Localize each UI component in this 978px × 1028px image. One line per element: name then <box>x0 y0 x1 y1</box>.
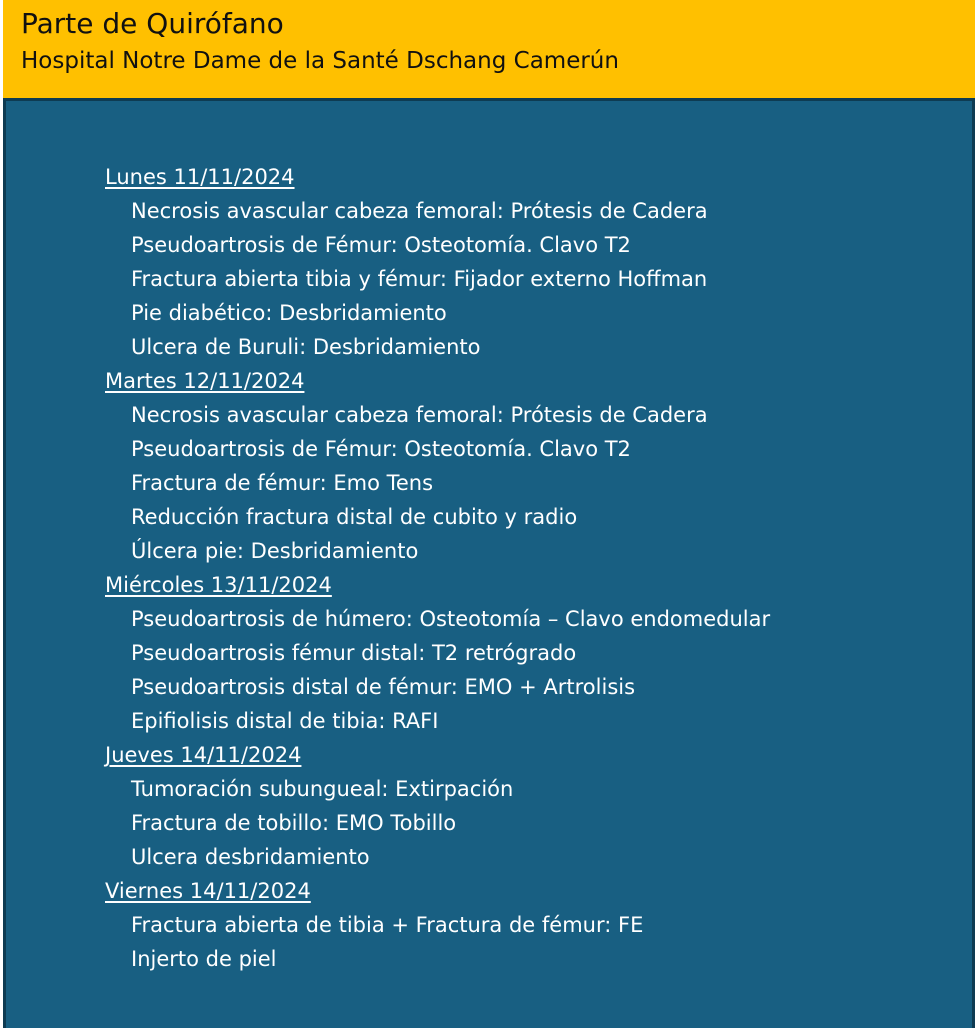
procedure-item: Pie diabético: Desbridamiento <box>131 301 447 325</box>
procedure-item: Pseudoartrosis de húmero: Osteotomía – Clavo endomedular <box>131 607 771 631</box>
procedure-item: Pseudoartrosis fémur distal: T2 retrógrado <box>131 641 577 665</box>
procedure-item: Necrosis avascular cabeza femoral: Prótesis de Cadera <box>131 199 708 223</box>
procedure-item: Ulcera desbridamiento <box>131 845 370 869</box>
procedure-item: Ulcera de Buruli: Desbridamiento <box>131 335 481 359</box>
procedure-item: Tumoración subungueal: Extirpación <box>131 777 514 801</box>
report-title: Parte de Quirófano <box>21 7 284 40</box>
day-heading: Miércoles 13/11/2024 <box>105 573 332 597</box>
procedure-item: Fractura de tobillo: EMO Tobillo <box>131 811 457 835</box>
day-thursday <box>105 738 962 874</box>
procedure-item: Fractura abierta de tibia + Fractura de fémur: FE <box>131 913 644 937</box>
weekly-schedule <box>105 160 962 976</box>
hospital-name: Hospital Notre Dame de la Santé Dschang Camerún <box>21 48 619 74</box>
procedure-item: Reducción fractura distal de cubito y radio <box>131 505 578 529</box>
procedure-item: Epifiolisis distal de tibia: RAFI <box>131 709 439 733</box>
day-heading: Lunes 11/11/2024 <box>105 165 295 189</box>
procedure-item: Úlcera pie: Desbridamiento <box>131 539 419 563</box>
day-monday <box>105 160 962 364</box>
day-heading: Jueves 14/11/2024 <box>105 743 302 767</box>
day-wednesday <box>105 568 962 738</box>
procedure-item: Pseudoartrosis de Fémur: Osteotomía. Clavo T2 <box>131 437 631 461</box>
day-friday <box>105 874 962 976</box>
procedure-item: Fractura de fémur: Emo Tens <box>131 471 434 495</box>
procedure-item: Necrosis avascular cabeza femoral: Prótesis de Cadera <box>131 403 708 427</box>
procedure-item: Pseudoartrosis distal de fémur: EMO + Artrolisis <box>131 675 636 699</box>
procedure-item: Fractura abierta tibia y fémur: Fijador externo Hoffman <box>131 267 708 291</box>
schedule-panel <box>3 98 975 1028</box>
day-tuesday <box>105 364 962 568</box>
procedure-item: Pseudoartrosis de Fémur: Osteotomía. Clavo T2 <box>131 233 631 257</box>
header-banner <box>3 0 975 98</box>
procedure-item: Injerto de piel <box>131 947 277 971</box>
day-heading: Martes 12/11/2024 <box>105 369 305 393</box>
day-heading: Viernes 14/11/2024 <box>105 879 311 903</box>
